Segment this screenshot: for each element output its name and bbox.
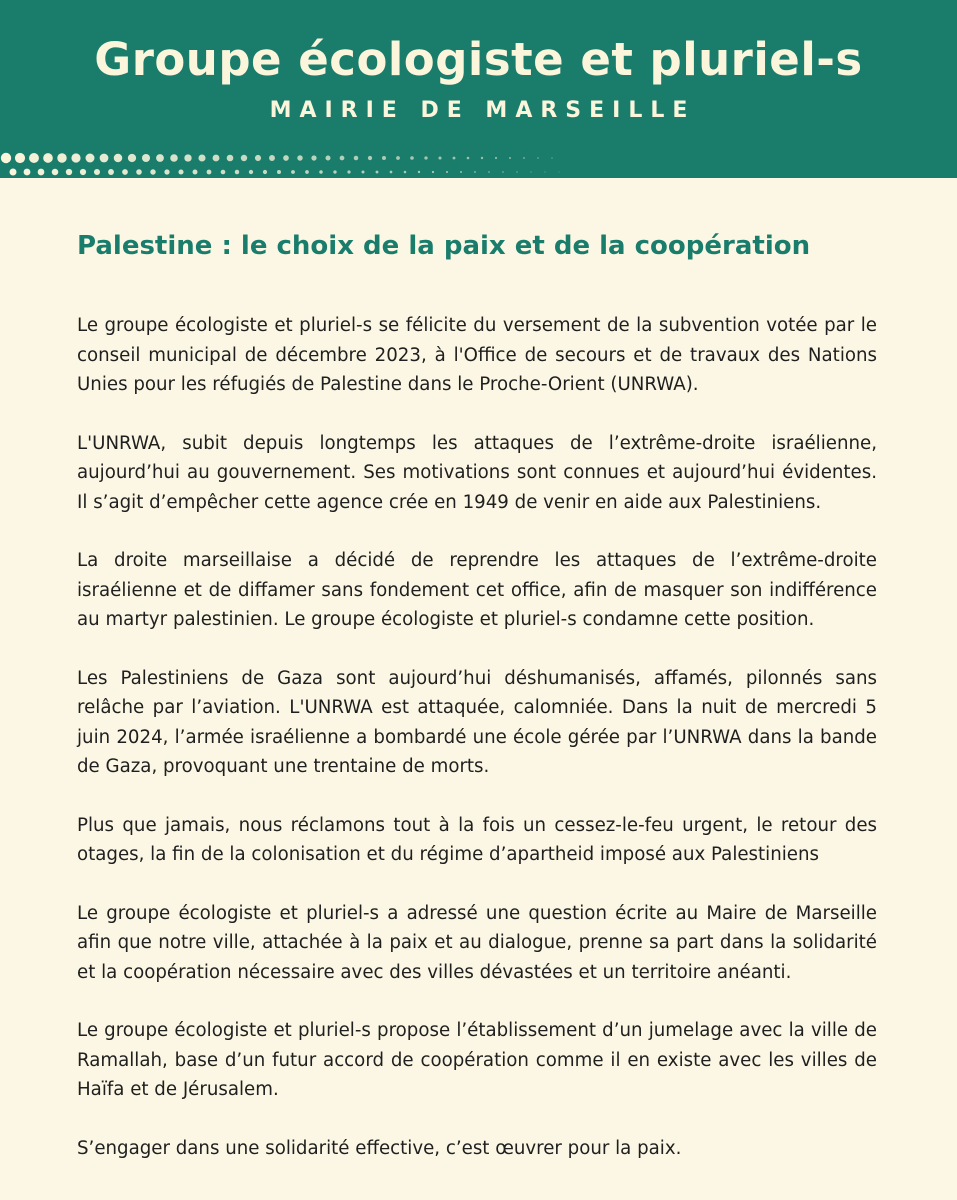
decorative-dot (150, 169, 155, 174)
decorative-dot (235, 170, 239, 174)
article-heading: Palestine : le choix de la paix et de la coopération (77, 231, 811, 261)
decorative-dot (269, 155, 275, 161)
decorative-dot (15, 153, 25, 163)
decorative-dot (438, 156, 441, 159)
decorative-dot (1, 153, 11, 163)
decorative-dot (333, 170, 336, 173)
decorative-dot (227, 155, 234, 162)
decorative-dot (305, 170, 309, 174)
decorative-dot (326, 156, 331, 161)
decorative-dot (340, 156, 345, 161)
decorative-dot (170, 154, 178, 162)
decorative-dot (43, 153, 53, 163)
decorative-dot (249, 170, 253, 174)
decorative-dot (418, 171, 420, 173)
decorative-dot (319, 170, 323, 174)
decorative-dot (184, 154, 191, 161)
decorative-dot (481, 157, 483, 159)
decorative-dot (361, 170, 364, 173)
decorative-dot (495, 157, 497, 159)
decorative-dot (291, 170, 295, 174)
decorative-dot (52, 169, 59, 176)
header-banner (0, 0, 957, 178)
decorative-dot (57, 153, 66, 162)
decorative-dot (193, 170, 198, 175)
decorative-dot (66, 169, 72, 175)
decorative-dot (382, 156, 386, 160)
decorative-dot (136, 169, 142, 175)
decorative-dot (502, 171, 503, 172)
decorative-dot (467, 157, 470, 160)
decorative-dot (516, 171, 517, 172)
decorative-dot (10, 169, 17, 176)
decorative-dot (545, 172, 546, 173)
decorative-dot (156, 154, 164, 162)
decorative-dot (100, 154, 109, 163)
article-paragraph: Les Palestiniens de Gaza sont aujourd’hui déshumanisés, affamés, pilonnés sans relâche par l’aviation. L'UNRWA est attaquée, calomniée. Dans la nuit de mercredi 5 juin 2024, l’armée israélienne a bombardé une école gérée par l’UNRWA dans la bande de Gaza, provoquant une trentaine de morts. (77, 667, 877, 777)
decorative-dot (263, 170, 267, 174)
decorative-dot (221, 170, 226, 175)
decorative-dot (71, 153, 80, 162)
decorative-dot (128, 154, 136, 162)
decorative-dot (376, 171, 379, 174)
decorative-dot (509, 157, 511, 159)
decorative-dot (368, 156, 372, 160)
article-paragraph: L'UNRWA, subit depuis longtemps les attaques de l’extrême-droite israélienne, aujourd’hui au gouvernement. Ses motivations sont connues et aujourd’hui évidentes. Il s’agit d’empêcher cette agence crée en 1949 de venir en aide aux Palestiniens. (77, 432, 877, 513)
decorative-dot (297, 155, 302, 160)
decorative-dot (213, 155, 220, 162)
decorative-dot (142, 154, 150, 162)
decorative-dot (390, 171, 393, 174)
article-paragraph: S’engager dans une solidarité effective, c’est œuvrer pour la paix. (77, 1137, 682, 1159)
decorative-dot (255, 155, 261, 161)
decorative-dot (38, 169, 45, 176)
decorative-dot (530, 171, 531, 172)
decorative-dot (460, 171, 462, 173)
decorative-dot (198, 154, 205, 161)
article-paragraph: Le groupe écologiste et pluriel-s se félicite du versement de la subvention votée par le conseil municipal de décembre 2023, à l'Office de secours et de travaux des Nations Unies pour les réfugiés de Palestine dans le Proche-Orient (UNRWA). (77, 315, 877, 395)
decorative-dot (241, 155, 247, 161)
article-paragraph: Le groupe écologiste et pluriel-s a adressé une question écrite au Maire de Marseille afin que notre ville, attachée à la paix et au dialogue, prenne sa part dans la solidarité et la coopération nécessaire avec des villes dévastées et un territoire anéanti. (77, 902, 877, 983)
decorative-dot (537, 157, 538, 158)
decorative-dot (551, 157, 552, 158)
article-paragraph: Le groupe écologiste et pluriel-s propose l’établissement d’un jumelage avec la ville de Ramallah, base d’un futur accord de coopération comme il en existe avec les villes de Haïfa et de Jérusalem. (77, 1020, 877, 1100)
article-paragraph: Plus que jamais, nous réclamons tout à la fois un cessez-le-feu urgent, le retour des otages, la fin de la colonisation et du régime d’apartheid imposé aux Palestiniens (77, 814, 877, 865)
decorative-dot (396, 156, 400, 160)
article (77, 220, 877, 1192)
article-paragraph: La droite marseillaise a décidé de reprendre les attaques de l’extrême-droite israélienne et de diffamer sans fondement cet office, afin de masquer son indifférence au martyr palestinien. Le groupe écologiste et pluriel-s condamne cette position. (77, 550, 877, 630)
decorative-dot (446, 171, 448, 173)
decorative-dot (86, 154, 95, 163)
decorative-dots (0, 148, 957, 178)
decorative-dot (410, 156, 414, 160)
decorative-dot (424, 156, 427, 159)
decorative-dot (354, 156, 359, 161)
group-title: Groupe écologiste et pluriel-s (94, 33, 863, 86)
decorative-dot (29, 153, 39, 163)
decorative-dot (108, 169, 114, 175)
decorative-dot (311, 155, 316, 160)
decorative-dot (94, 169, 100, 175)
decorative-dot (347, 170, 350, 173)
decorative-dot (404, 171, 407, 174)
decorative-dot (559, 172, 560, 173)
decorative-dot (474, 171, 476, 173)
decorative-dot (122, 169, 128, 175)
decorative-dot (523, 157, 525, 159)
decorative-dot (488, 171, 490, 173)
decorative-dot (114, 154, 123, 163)
decorative-dot (277, 170, 281, 174)
decorative-dot (207, 170, 212, 175)
decorative-dot (283, 155, 289, 161)
decorative-dot (164, 169, 169, 174)
decorative-dot (453, 157, 456, 160)
decorative-dot (80, 169, 86, 175)
decorative-dot (178, 169, 183, 174)
decorative-dot (24, 169, 31, 176)
mairie-subtitle: MAIRIE DE MARSEILLE (269, 98, 696, 123)
decorative-dot (432, 171, 434, 173)
